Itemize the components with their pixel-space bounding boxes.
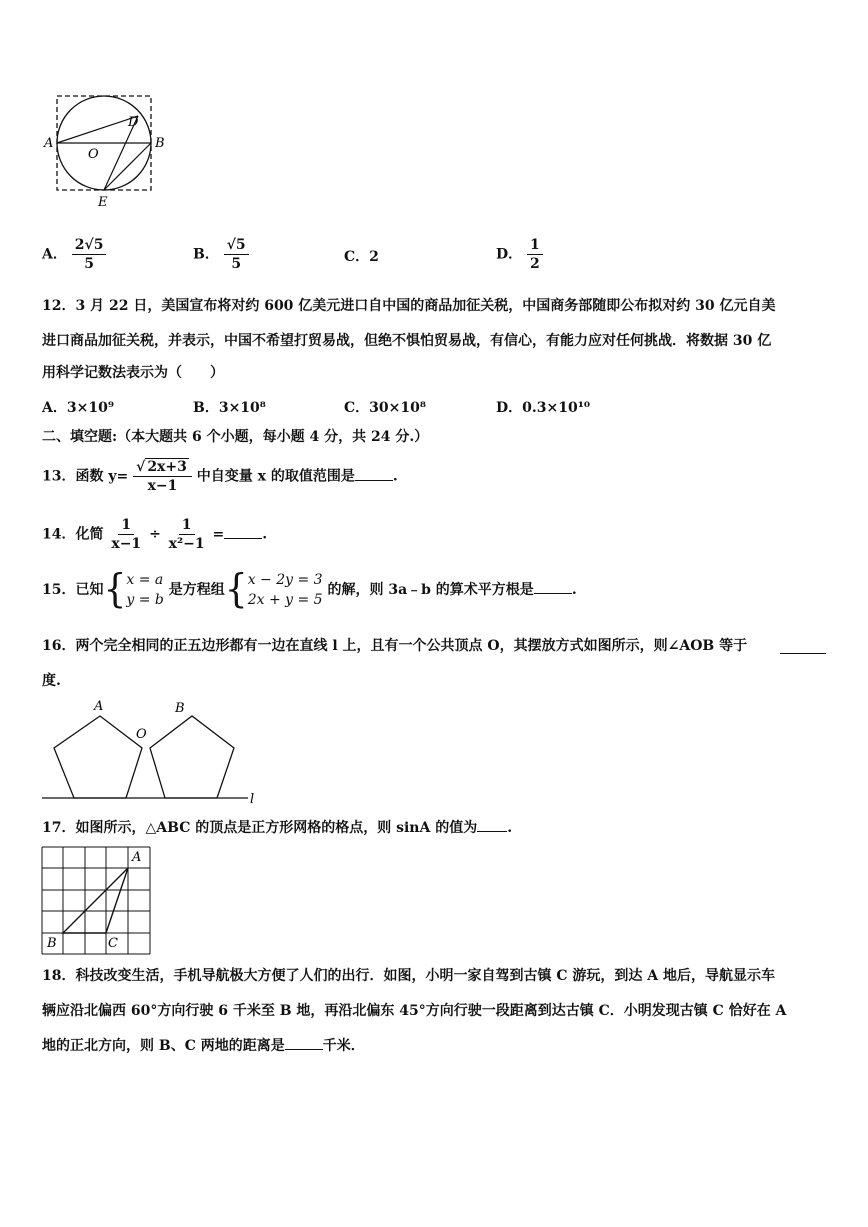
answer-blank[interactable] bbox=[477, 831, 507, 832]
q17-grid-figure bbox=[40, 845, 155, 957]
q13: 13．函数 y= $\frac{√ 2x+3}{x-1}$ 中自变量 x 的取值范围是 . bbox=[42, 459, 398, 494]
q16-pentagon-figure bbox=[38, 696, 278, 808]
label-O: O bbox=[136, 727, 147, 742]
label-A: A bbox=[44, 136, 54, 151]
q12-option-b: B．3×10⁸ bbox=[193, 400, 266, 416]
q16-line1: 16．两个完全相同的正五边形都有一边在直线 l 上，且有一个公共顶点 O，其摆放方式如图所示，则∠AOB 等于 bbox=[42, 638, 748, 654]
label-A: A bbox=[132, 850, 142, 865]
answer-blank[interactable] bbox=[224, 538, 262, 539]
q11-option-a: A． $\frac{2√5}{5}$ bbox=[42, 236, 106, 273]
label-O: O bbox=[88, 147, 99, 162]
q18-line2: 辆应沿北偏西 60°方向行驶 6 千米至 B 地，再沿北偏东 45°方向行驶一段距离到达古镇 C．小明发现古镇 C 恰好在 A bbox=[42, 1003, 787, 1019]
q12-line2: 进口商品加征关税，并表示，中国不希望打贸易战，但绝不惧怕贸易战，有信心，有能力应对任何挑战．将数据 30 亿 bbox=[42, 333, 772, 349]
q14: 14．化简 $\frac{1}{x-1}$ ÷ $\frac{1}{\text{x²−1}}$ = . bbox=[42, 517, 268, 552]
q12-option-d: D．0.3×10¹⁰ bbox=[496, 400, 590, 416]
q15: 15．已知{ x = a y = b 是方程组{ x − 2y = 3 2x + y = 5 的解，则 3a﹣b 的算术平方根是 . bbox=[42, 566, 577, 612]
label-B: B bbox=[47, 936, 57, 951]
q16-line2: 度. bbox=[42, 673, 61, 689]
q12-option-c: C．30×10⁸ bbox=[344, 400, 426, 416]
q12-option-a: A．3×10⁹ bbox=[42, 400, 114, 416]
label-A: A bbox=[94, 699, 104, 714]
q11-circle-figure bbox=[40, 90, 175, 210]
label-C: C bbox=[108, 936, 118, 951]
q17: 17．如图所示，△ABC 的顶点是正方形网格的格点，则 sinA 的值为 . bbox=[42, 820, 513, 836]
q12-line1: 12．3 月 22 日，美国宣布将对约 600 亿美元进口自中国的商品加征关税，中国商务部随即公布拟对约 30 亿元自美 bbox=[42, 298, 776, 314]
label-l: l bbox=[250, 792, 255, 807]
answer-blank[interactable] bbox=[285, 1049, 323, 1050]
q18-line3: 地的正北方向，则 B、C 两地的距离是 千米． bbox=[42, 1038, 365, 1054]
q12-line3: 用科学记数法表示为（ ） bbox=[42, 365, 224, 381]
label-B: B bbox=[155, 136, 165, 151]
answer-blank[interactable] bbox=[355, 480, 393, 481]
label-D: D bbox=[128, 115, 139, 130]
answer-blank[interactable] bbox=[534, 593, 572, 594]
section-heading: 二、填空题:（本大题共 6 个小题，每小题 4 分，共 24 分.） bbox=[42, 429, 429, 445]
q18-line1: 18．科技改变生活，手机导航极大方便了人们的出行．如图，小明一家自驾到古镇 C 游玩，到达 A 地后，导航显示车 bbox=[42, 968, 775, 984]
q11-option-c: C．2 bbox=[344, 249, 379, 265]
label-B: B bbox=[175, 701, 185, 716]
q11-option-d: D． $\frac{1}{2}$ bbox=[496, 236, 543, 273]
q11-option-b: B． $\frac{√5}{5}$ bbox=[193, 236, 249, 273]
label-E: E bbox=[98, 195, 108, 210]
q16-answer-blank[interactable] bbox=[780, 653, 826, 654]
